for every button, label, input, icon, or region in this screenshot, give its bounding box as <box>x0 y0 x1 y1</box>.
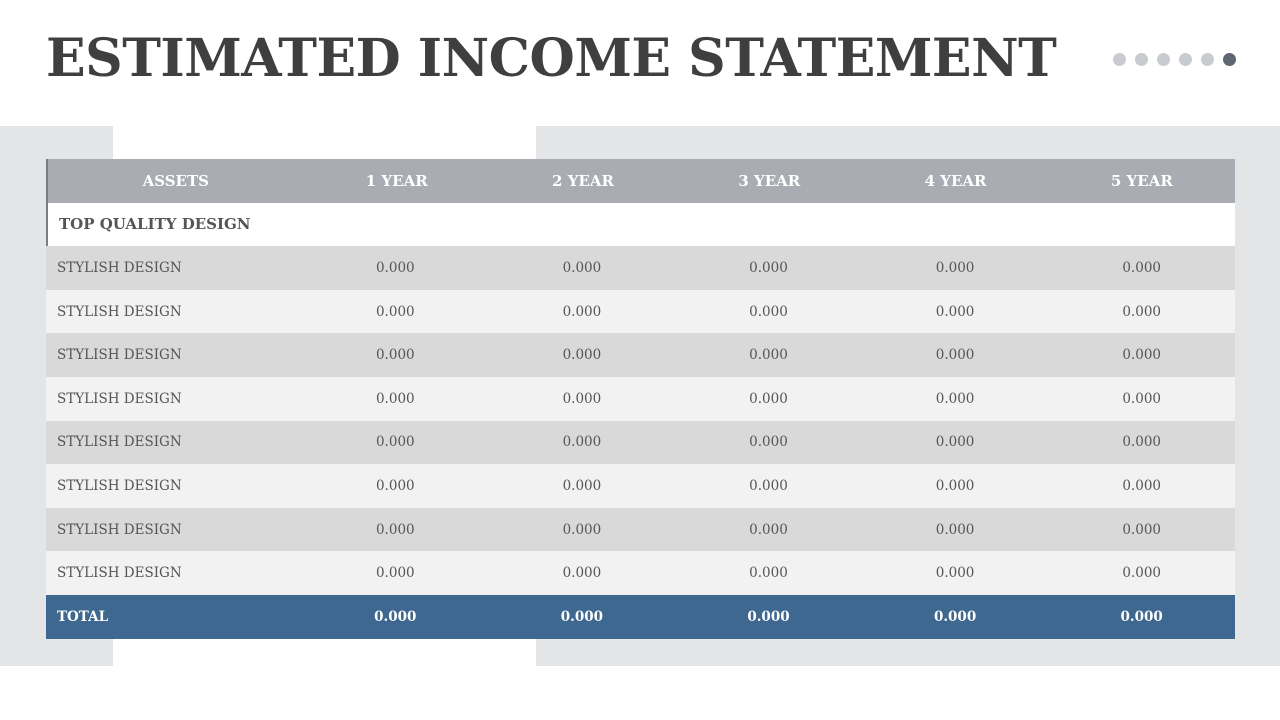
row-label: STYLISH DESIGN <box>57 303 182 320</box>
column-header-year-3: 3 YEAR <box>738 171 801 190</box>
row-value: 0.000 <box>562 303 602 320</box>
row-value: 0.000 <box>749 477 788 494</box>
row-value: 0.000 <box>935 303 975 320</box>
row-value: 0.000 <box>375 565 415 582</box>
row-value: 0.000 <box>1122 259 1161 276</box>
row-value: 0.000 <box>375 303 415 320</box>
row-value: 0.000 <box>749 390 788 407</box>
column-header-year-2: 2 YEAR <box>552 171 614 190</box>
row-value: 0.000 <box>1122 477 1161 494</box>
row-value: 0.000 <box>749 347 788 364</box>
row-value: 0.000 <box>1122 347 1161 364</box>
row-value: 0.000 <box>562 521 602 538</box>
row-value: 0.000 <box>562 565 602 582</box>
row-label: STYLISH DESIGN <box>57 477 182 494</box>
row-value: 0.000 <box>375 434 415 451</box>
row-value: 0.000 <box>1122 434 1161 451</box>
row-value: 0.000 <box>1122 390 1161 407</box>
table-header-row <box>46 159 1235 203</box>
total-label: TOTAL <box>57 608 109 625</box>
total-value: 0.000 <box>374 608 417 625</box>
section-label: TOP QUALITY DESIGN <box>59 215 251 234</box>
row-value: 0.000 <box>562 259 602 276</box>
row-value: 0.000 <box>749 434 788 451</box>
table-row <box>46 551 1235 595</box>
row-label: STYLISH DESIGN <box>57 347 182 364</box>
table-row <box>46 464 1235 508</box>
table-row <box>46 290 1235 334</box>
row-value: 0.000 <box>562 347 602 364</box>
row-label: STYLISH DESIGN <box>57 259 182 276</box>
total-value: 0.000 <box>1120 608 1163 625</box>
row-value: 0.000 <box>935 565 975 582</box>
income-statement-table <box>46 159 1235 639</box>
row-value: 0.000 <box>935 390 975 407</box>
row-value: 0.000 <box>1122 565 1161 582</box>
pagination-dot[interactable] <box>1179 53 1192 66</box>
row-label: STYLISH DESIGN <box>57 521 182 538</box>
table-total-row <box>46 595 1235 639</box>
row-value: 0.000 <box>935 347 975 364</box>
row-value: 0.000 <box>562 390 602 407</box>
row-value: 0.000 <box>375 259 415 276</box>
pagination-dot[interactable] <box>1113 53 1126 66</box>
row-value: 0.000 <box>935 477 975 494</box>
pagination-dot[interactable] <box>1201 53 1214 66</box>
pagination-dot[interactable] <box>1135 53 1148 66</box>
row-value: 0.000 <box>749 565 788 582</box>
row-value: 0.000 <box>749 521 788 538</box>
slide-pagination <box>1113 53 1236 66</box>
row-value: 0.000 <box>935 521 975 538</box>
row-value: 0.000 <box>749 303 788 320</box>
total-value: 0.000 <box>747 608 790 625</box>
table-row <box>46 246 1235 290</box>
pagination-dot[interactable] <box>1157 53 1170 66</box>
column-header-year-1: 1 YEAR <box>365 171 428 190</box>
column-header-year-4: 4 YEAR <box>924 171 987 190</box>
row-value: 0.000 <box>935 434 975 451</box>
pagination-dot-active[interactable] <box>1223 53 1236 66</box>
page-title: ESTIMATED INCOME STATEMENT <box>46 28 1057 89</box>
row-value: 0.000 <box>935 259 975 276</box>
column-header-year-5: 5 YEAR <box>1110 171 1173 190</box>
row-label: STYLISH DESIGN <box>57 565 182 582</box>
row-value: 0.000 <box>749 259 788 276</box>
table-row <box>46 333 1235 377</box>
row-value: 0.000 <box>562 434 602 451</box>
row-value: 0.000 <box>375 521 415 538</box>
total-value: 0.000 <box>560 608 604 625</box>
column-header-assets: ASSETS <box>142 171 209 190</box>
table-row <box>46 508 1235 552</box>
table-row <box>46 421 1235 465</box>
row-value: 0.000 <box>375 390 415 407</box>
row-value: 0.000 <box>375 477 415 494</box>
row-value: 0.000 <box>562 477 602 494</box>
row-value: 0.000 <box>375 347 415 364</box>
row-value: 0.000 <box>1122 521 1161 538</box>
row-value: 0.000 <box>1122 303 1161 320</box>
row-label: STYLISH DESIGN <box>57 434 182 451</box>
row-label: STYLISH DESIGN <box>57 390 182 407</box>
total-value: 0.000 <box>933 608 977 625</box>
table-row <box>46 377 1235 421</box>
table-section-row <box>46 203 1235 247</box>
